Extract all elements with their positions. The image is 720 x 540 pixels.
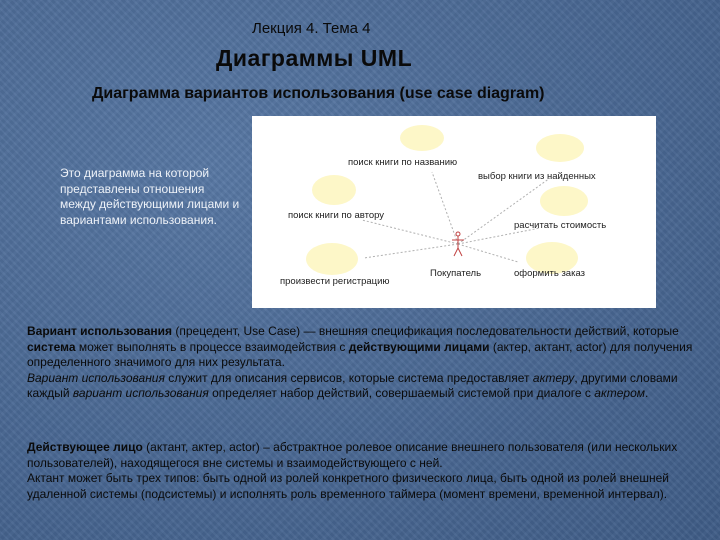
actor-definition [27,440,699,502]
use-case-search-title: поиск книги по названию [348,157,458,168]
page-title: Диаграммы UML [216,45,413,71]
use-case-definition [27,324,699,402]
diagram-description: Это диаграмма на которой представлены отношения между действующими лицами и вариантами использования. [60,166,240,227]
use-case-ellipse-select-found [536,134,584,162]
term-actor: Действующее лицо [27,440,143,454]
association-line [432,172,458,244]
association-line [362,220,458,244]
term-use-case-italic: вариант использования [72,386,209,400]
term-system: система [27,339,76,354]
page-subtitle: Диаграмма вариантов использования (use case diagram) [92,85,545,102]
term-actor-italic: актеру [532,370,575,385]
text-span: (актер, актант, actor) для получения определенного значимого для них результата. [27,339,693,369]
use-case-search-author: поиск книги по автору [288,210,385,221]
association-line [458,244,518,262]
term-use-case: Вариант использования [27,324,173,338]
text-span: , другими словами каждый [27,370,678,400]
association-line [364,244,458,258]
use-case-order: оформить заказ [514,268,585,279]
term-actor-italic: актером [594,386,645,400]
term-actors: действующими лицами [348,339,490,354]
text-span: Актант может быть трех типов: быть одной из ролей конкретного физического лица, быть одной из ролей внешней удаленной системы (подсистемы) и исполнять роль временного таймера (момент времени, временной интервал). [27,471,669,501]
lecture-heading: Лекция 4. Тема 4 [252,20,371,37]
term-use-case-italic: Вариант использования [27,370,165,385]
text-span: может выполнять в процессе взаимодействия с [75,339,349,354]
text-span: (актант, актер, actor) – абстрактное ролевое описание внешнего пользователя (или нескольких пользователей), находящегося вне системы и взаимодействующего с ней. [27,440,678,470]
text-span: (прецедент, Use Case) — внешняя спецификация последовательности действий, которые [172,324,679,338]
use-case-ellipse-search-title [400,125,444,151]
association-line [458,178,550,244]
text-span: служит для описания сервисов, которые система предоставляет [164,370,533,385]
text-span: . [644,386,649,400]
use-case-ellipse-calc-cost [540,186,588,216]
use-case-ellipse-search-author [312,175,356,205]
use-case-select-found: выбор книги из найденных [478,171,596,182]
text-span: определяет набор действий, совершаемый системой при диалоге с [208,386,595,400]
actor-label: Покупатель [430,268,482,279]
use-case-register: произвести регистрацию [280,276,390,287]
use-case-calc-cost: расчитать стоимость [514,220,607,231]
use-case-diagram [252,116,656,308]
use-case-ellipse-register [306,243,358,275]
actor-figure [452,232,464,256]
